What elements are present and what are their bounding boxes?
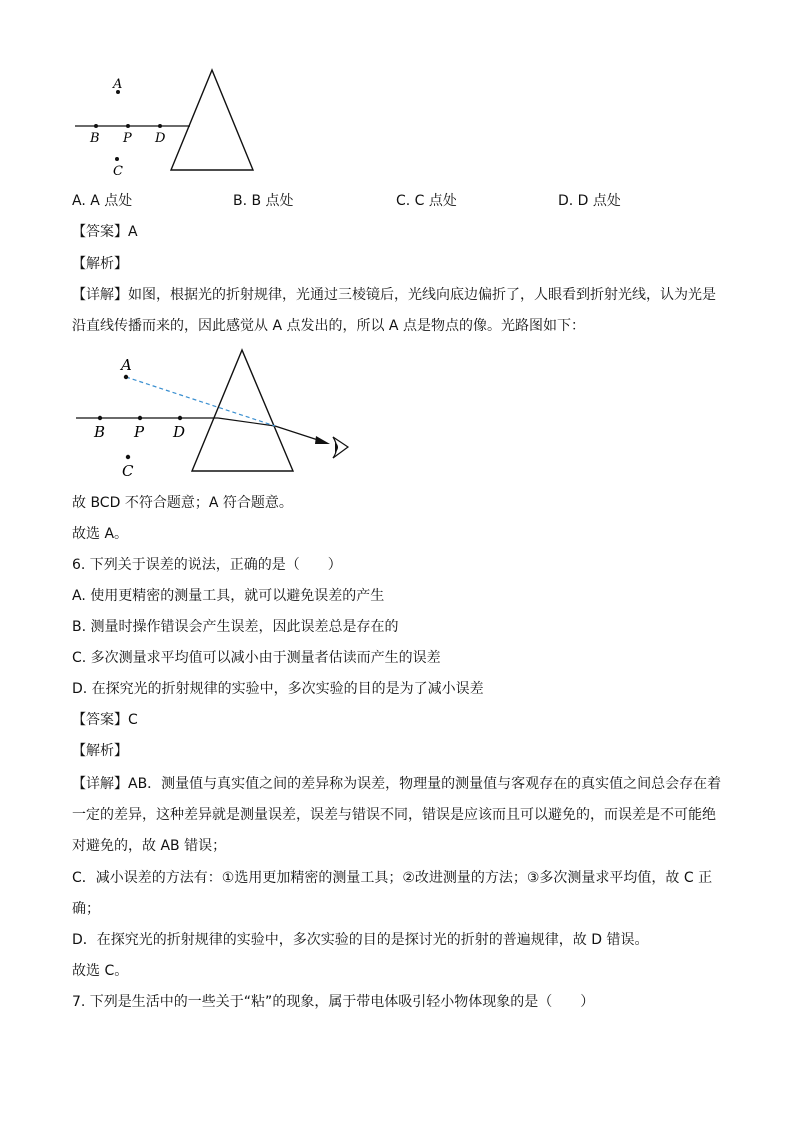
label-b-solution: B [94, 423, 106, 441]
q7-stem: 7. 下列是生活中的一些关于“粘”的现象，属于带电体吸引轻小物体现象的是（ ） [72, 994, 595, 1010]
label-d: D [155, 131, 166, 146]
dashed-extension-ray [126, 377, 275, 426]
label-a: A [113, 77, 123, 92]
q5-option-c: C. C 点处 [396, 193, 457, 209]
q5-detail-line-1: 【详解】如图，根据光的折射规律，光通过三棱镜后，光线向底边偏折了，人眼看到折射光线，认为光是 [72, 287, 716, 303]
label-p: P [123, 131, 132, 146]
label-b: B [90, 131, 100, 146]
point-d-solution [178, 416, 182, 420]
q5-option-a: A. A 点处 [72, 193, 133, 209]
point-c [115, 157, 119, 161]
q5-detail-line-2: 沿直线传播而来的，因此感觉从 A 点发出的，所以 A 点是物点的像。光路图如下： [72, 318, 585, 334]
point-b-solution [98, 416, 102, 420]
q5-option-d: D. D 点处 [558, 193, 621, 209]
prism-triangle-solution [192, 350, 293, 471]
q6-option-b: B. 测量时操作错误会产生误差，因此误差总是存在的 [72, 619, 399, 635]
point-p [126, 124, 130, 128]
q6-detail-line-5: 确； [72, 901, 100, 917]
q5-option-b: B. B 点处 [233, 193, 294, 209]
refracted-ray-inside [218, 418, 275, 426]
q6-detail-line-3: 对避免的，故 AB 错误； [72, 838, 227, 854]
q6-option-d: D. 在探究光的折射规律的实验中，多次实验的目的是为了减小误差 [72, 681, 484, 697]
point-a-solution [124, 375, 128, 379]
arrow-head-icon [315, 436, 330, 444]
q5-choice: 故选 A。 [72, 526, 129, 542]
q6-detail-line-4: C．减小误差的方法有：①选用更加精密的测量工具；②改进测量的方法；③多次测量求平均值，故 C 正 [72, 870, 713, 886]
eye-icon [333, 437, 348, 458]
point-p-solution [138, 416, 142, 420]
q6-analysis-title: 【解析】 [72, 743, 128, 759]
q6-answer: 【答案】C [72, 712, 138, 728]
label-c-solution: C [122, 462, 134, 480]
point-d [158, 124, 162, 128]
point-c-solution [126, 455, 130, 459]
q6-detail-line-2: 一定的差异，这种差异就是测量误差，误差与错误不同，错误是应该而且可以避免的，而误差是不可能绝 [72, 807, 716, 823]
emergent-ray [275, 426, 318, 440]
point-b [94, 124, 98, 128]
q6-option-c: C. 多次测量求平均值可以减小由于测量者估读而产生的误差 [72, 650, 441, 666]
q6-detail-line-1: 【详解】AB．测量值与真实值之间的差异称为误差，物理量的测量值与客观存在的真实值之间总会存在着 [72, 776, 722, 792]
q5-analysis-title: 【解析】 [72, 256, 128, 272]
label-a-solution: A [121, 356, 132, 374]
label-d-solution: D [173, 423, 186, 441]
q6-detail-line-7: 故选 C。 [72, 963, 129, 979]
q6-option-a: A. 使用更精密的测量工具，就可以避免误差的产生 [72, 588, 385, 604]
label-c: C [113, 164, 123, 179]
label-p-solution: P [134, 423, 145, 441]
q5-conclusion: 故 BCD 不符合题意；A 符合题意。 [72, 495, 293, 511]
q6-stem: 6. 下列关于误差的说法，正确的是（ ） [72, 557, 342, 573]
q6-detail-line-6: D．在探究光的折射规律的实验中，多次实验的目的是探讨光的折射的普遍规律，故 D 错误。 [72, 932, 649, 948]
q5-answer: 【答案】A [72, 224, 138, 240]
prism-triangle [171, 70, 253, 170]
